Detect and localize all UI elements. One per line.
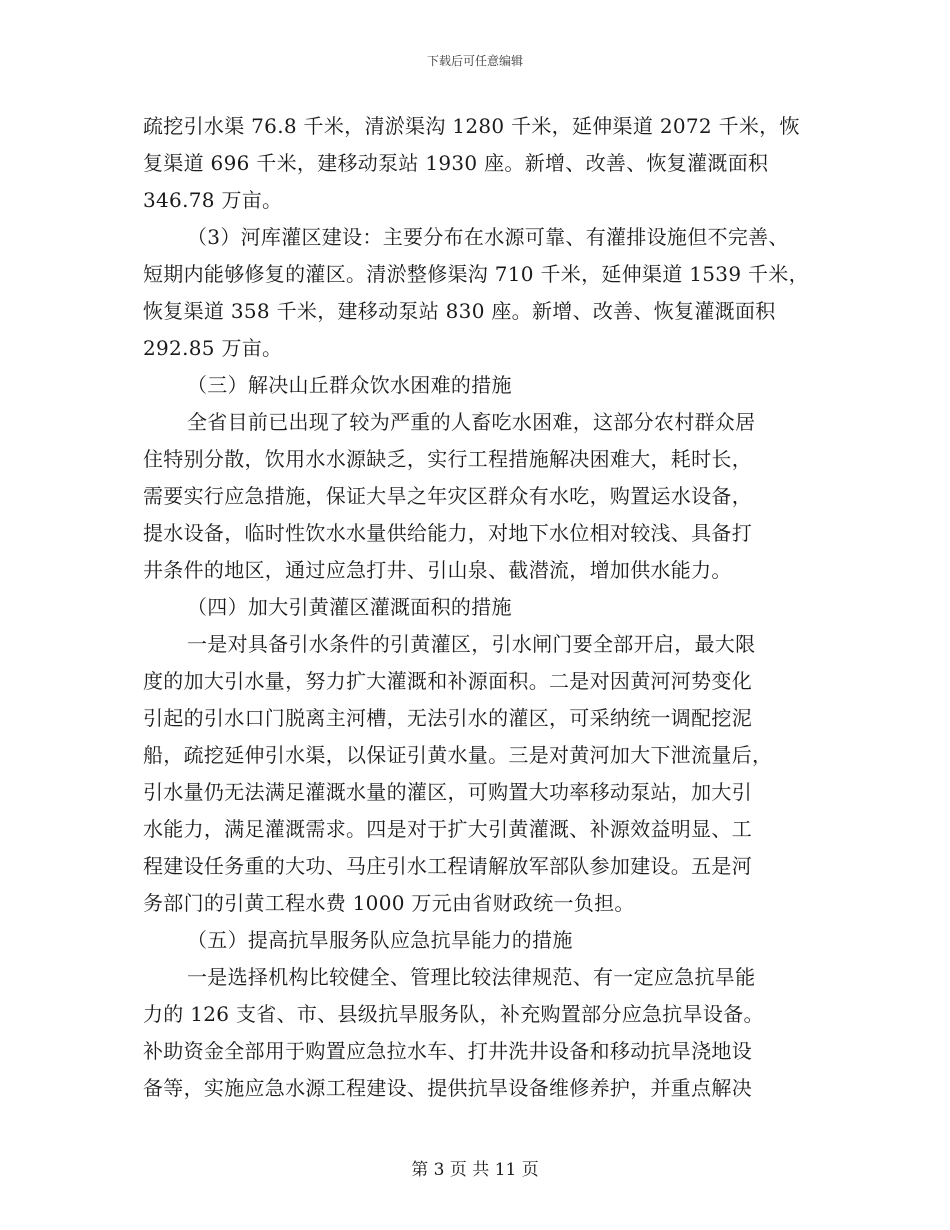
text-line: 需要实行应急措施，保证大旱之年灾区群众有水吃，购置运水设备， xyxy=(143,484,752,508)
text-line: 一是选择机构比较健全、管理比较法律规范、有一定应急抗旱能 xyxy=(187,965,756,989)
text-line: 程建设任务重的大功、马庄引水工程请解放军部队参加建设。五是河 xyxy=(143,854,752,878)
text-line: 引水量仍无法满足灌溉水量的灌区，可购置大功率移动泵站，加大引 xyxy=(143,780,752,804)
text-line: 疏挖引水渠 76.8 千米，清淤渠沟 1280 千米，延伸渠道 2072 千米，恢 xyxy=(143,114,800,138)
text-line: 292.85 万亩。 xyxy=(143,336,283,360)
text-line: 务部门的引黄工程水费 1000 万元由省财政统一负担。 xyxy=(143,891,635,915)
text-line: 复渠道 696 千米，建移动泵站 1930 座。新增、改善、恢复灌溉面积 xyxy=(143,151,769,175)
text-line: 度的加大引水量，努力扩大灌溉和补源面积。二是对因黄河河势变化 xyxy=(143,669,752,693)
text-line: 住特别分散，饮用水水源缺乏，实行工程措施解决困难大，耗时长， xyxy=(143,447,752,471)
text-line: 备等，实施应急水源工程建设、提供抗旱设备维修养护，并重点解决 xyxy=(143,1076,752,1100)
document-body xyxy=(143,108,813,1107)
text-line: 船，疏挖延伸引水渠，以保证引黄水量。三是对黄河加大下泄流量后， xyxy=(143,743,773,767)
text-line: 引起的引水口门脱离主河槽，无法引水的灌区，可采纳统一调配挖泥 xyxy=(143,706,752,730)
text-line: （四）加大引黄灌区灌溉面积的措施 xyxy=(187,595,512,619)
text-line: 提水设备，临时性饮水水量供给能力，对地下水位相对较浅、具备打 xyxy=(143,521,752,545)
text-line: （3）河库灌区建设：主要分布在水源可靠、有灌排设施但不完善、 xyxy=(187,225,789,249)
text-line: （三）解决山丘群众饮水困难的措施 xyxy=(187,373,512,397)
page-header: 下载后可任意编辑 xyxy=(426,54,523,68)
text-line: 346.78 万亩。 xyxy=(143,188,283,212)
text-line: 短期内能够修复的灌区。清淤整修渠沟 710 千米，延伸渠道 1539 千米， xyxy=(143,262,809,286)
text-line: 全省目前已出现了较为严重的人畜吃水困难，这部分农村群众居 xyxy=(187,410,756,434)
page-footer: 第 3 页 共 11 页 xyxy=(411,1160,539,1180)
text-line: 力的 126 支省、市、县级抗旱服务队，补充购置部分应急抗旱设备。 xyxy=(143,1002,764,1026)
text-line: 水能力，满足灌溉需求。四是对于扩大引黄灌溉、补源效益明显、工 xyxy=(143,817,752,841)
text-line: （五）提高抗旱服务队应急抗旱能力的措施 xyxy=(187,928,573,952)
text-line: 一是对具备引水条件的引黄灌区，引水闸门要全部开启，最大限 xyxy=(187,632,756,656)
text-line: 恢复渠道 358 千米，建移动泵站 830 座。新增、改善、恢复灌溉面积 xyxy=(143,299,776,323)
text-line: 井条件的地区，通过应急打井、引山泉、截潜流，增加供水能力。 xyxy=(143,558,732,582)
text-line: 补助资金全部用于购置应急拉水车、打井洗井设备和移动抗旱浇地设 xyxy=(143,1039,752,1063)
